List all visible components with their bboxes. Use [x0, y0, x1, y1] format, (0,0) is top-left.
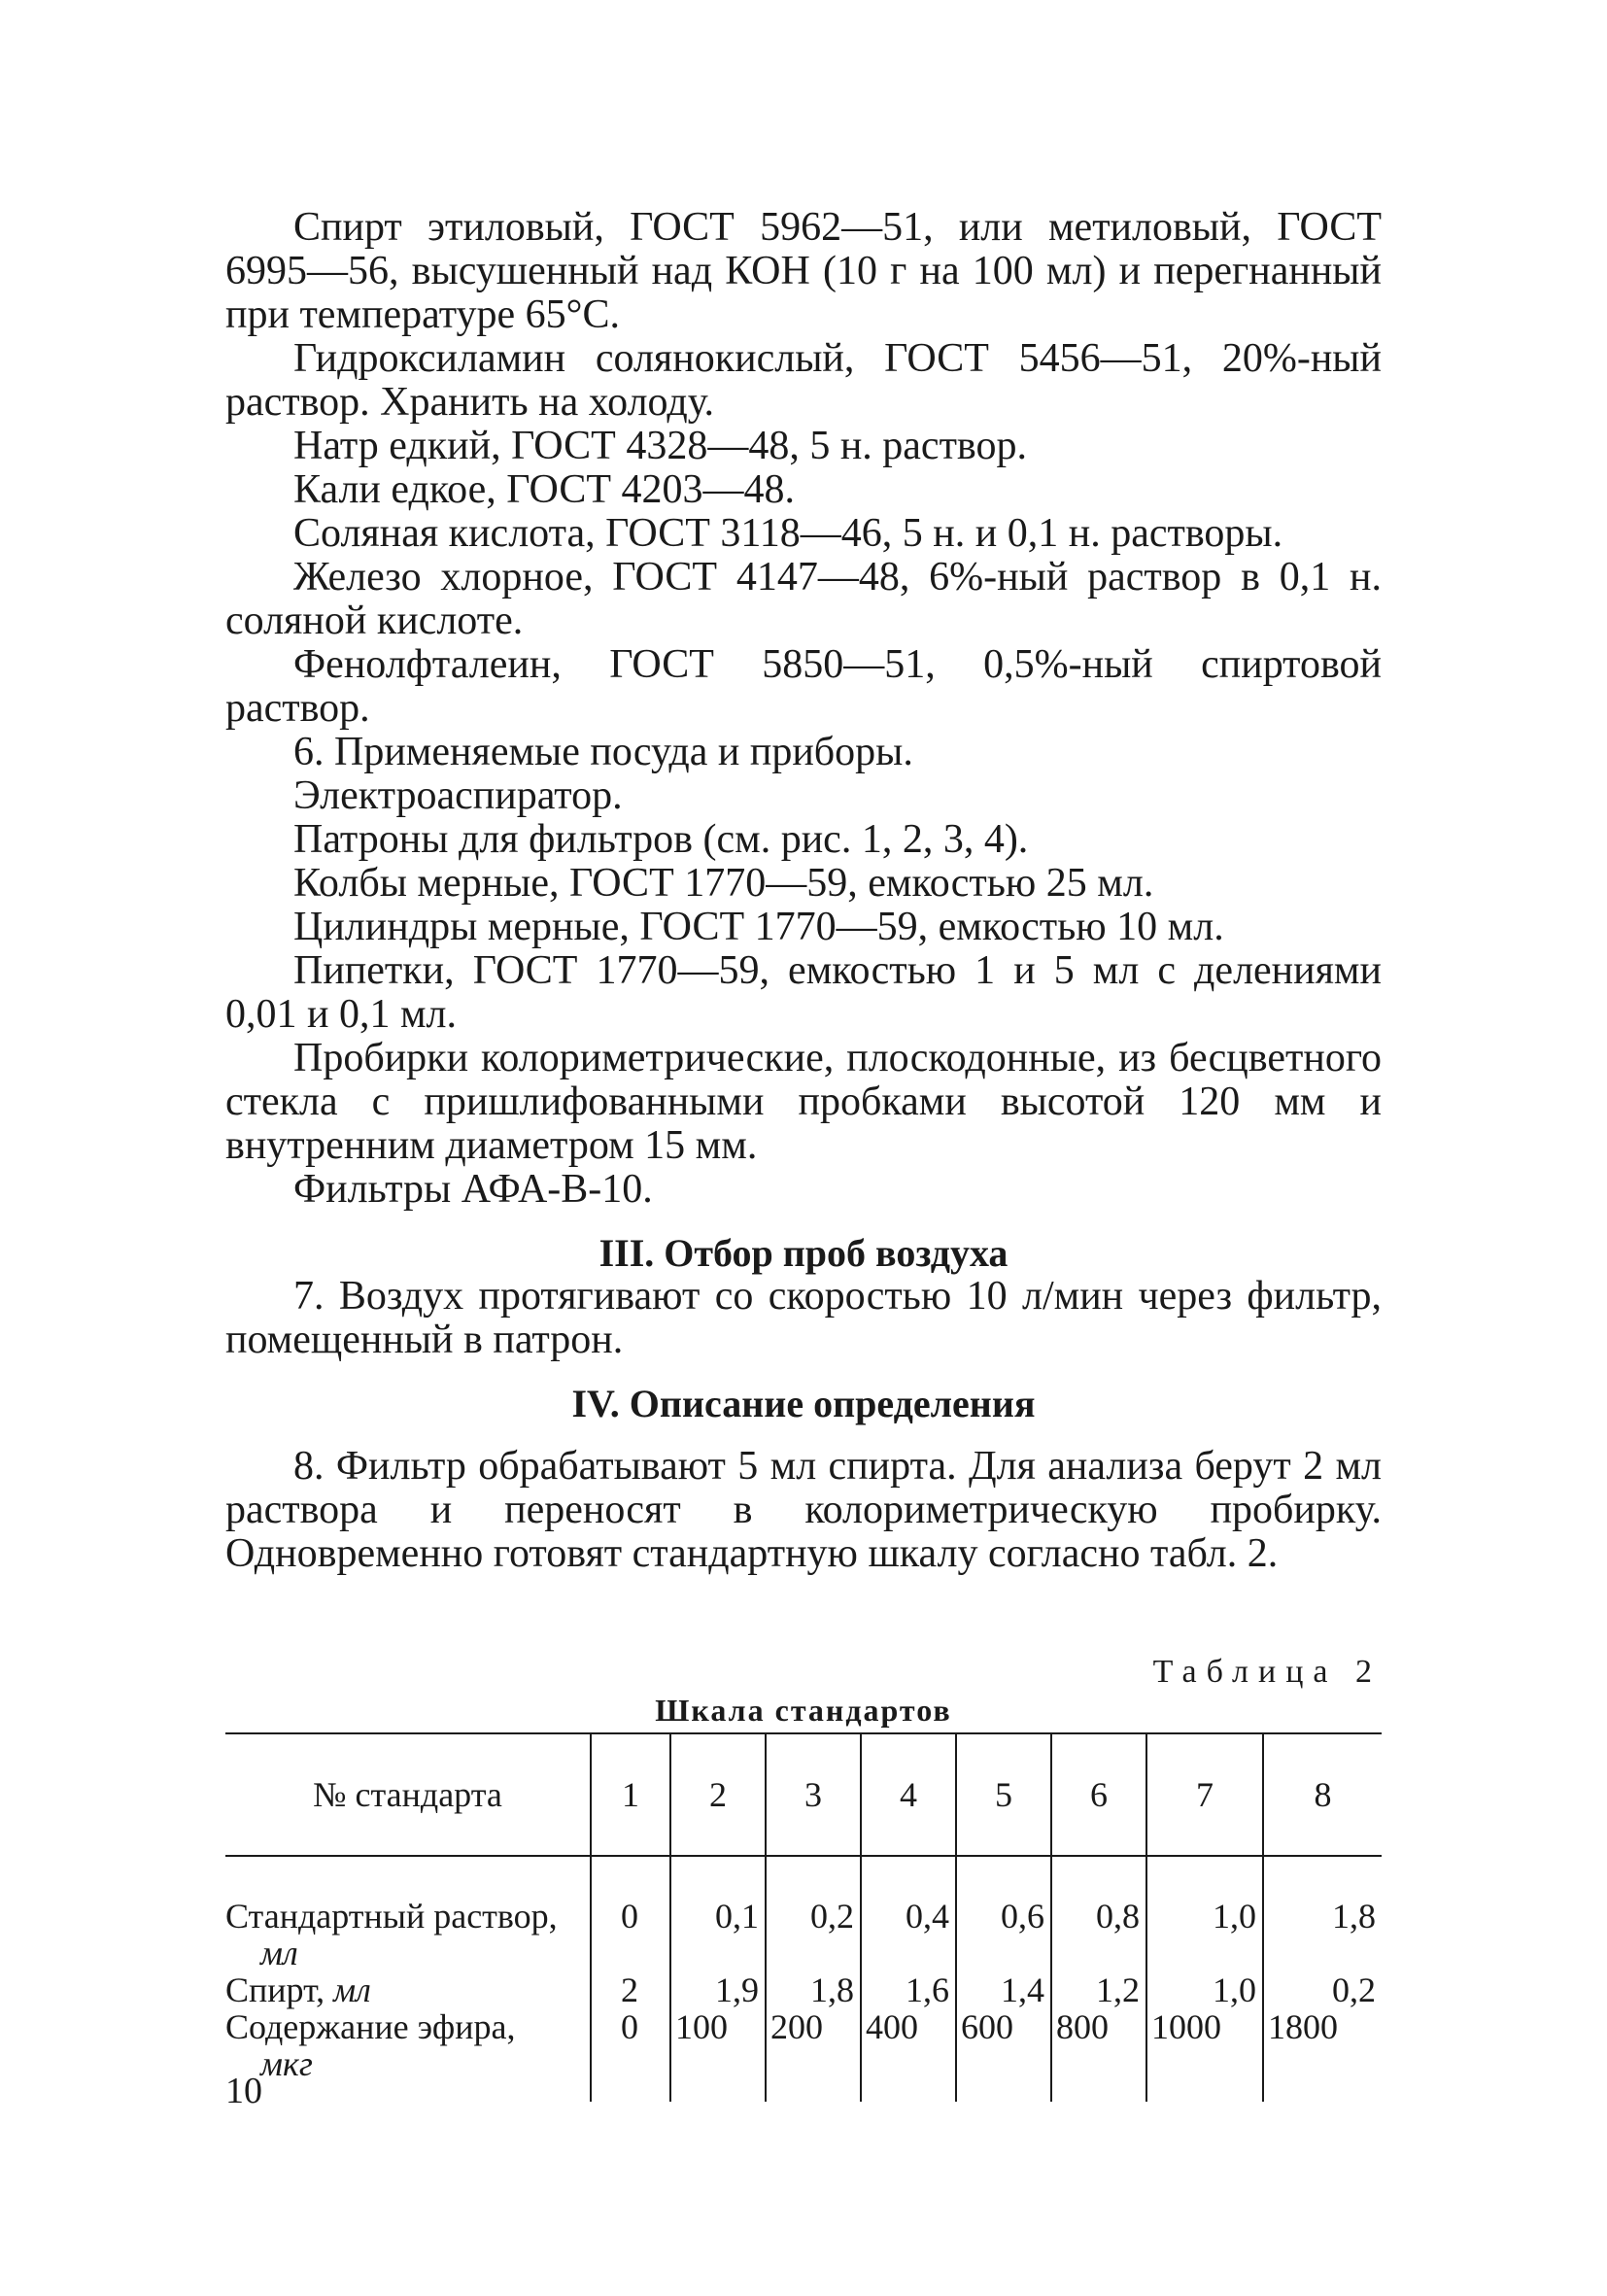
table-cell: 0,6: [956, 1856, 1051, 1971]
table-cell: 0,4: [861, 1856, 956, 1971]
table-title: Шкала стандартов: [655, 1693, 952, 1728]
paragraph: Фенолфталеин, ГОСТ 5850—51, 0,5%-ный спиртовой раствор.: [225, 642, 1382, 731]
column-header: 8: [1263, 1733, 1382, 1856]
table-cell: 800: [1051, 2008, 1146, 2102]
table-cell: 0,1: [670, 1856, 766, 1971]
table-cell: 2: [591, 1971, 670, 2008]
standards-table: [225, 1732, 1382, 2102]
paragraph: Спирт этиловый, ГОСТ 5962—51, или метиловый, ГОСТ 6995—56, высушенный над КОН (10 г на 100 мл) и перегнанный при температуре 65°С.: [225, 205, 1382, 337]
table-cell: 1,6: [861, 1971, 956, 2008]
paragraph: Колбы мерные, ГОСТ 1770—59, емкостью 25 мл.: [293, 861, 1154, 906]
paragraph: Цилиндры мерные, ГОСТ 1770—59, емкостью 10 мл.: [293, 905, 1224, 949]
table-cell: 100: [670, 2008, 766, 2102]
paragraph: Электроаспиратор.: [293, 773, 623, 818]
header-label: № стандарта: [225, 1733, 591, 1856]
table-cell: 0: [591, 2008, 670, 2102]
column-header: 4: [861, 1733, 956, 1856]
paragraph: 7. Воздух протягивают со скоростью 10 л/мин через фильтр, помещенный в патрон.: [225, 1274, 1382, 1362]
table-cell: 0,2: [1263, 1971, 1382, 2008]
table-cell: 400: [861, 2008, 956, 2102]
row-label: Содержание эфира, мкг: [225, 2007, 516, 2083]
column-header: 5: [956, 1733, 1051, 1856]
table-cell: 1,2: [1051, 1971, 1146, 2008]
paragraph: Натр едкий, ГОСТ 4328—48, 5 н. раствор.: [293, 424, 1027, 468]
paragraph: 8. Фильтр обрабатывают 5 мл спирта. Для анализа берут 2 мл раствора и переносят в колориметрическую пробирку. Одновременно готовят стандартную шкалу согласно табл. 2.: [225, 1444, 1382, 1576]
paragraph: Патроны для фильтров (см. рис. 1, 2, 3, 4).: [293, 817, 1029, 862]
table-cell: 1,0: [1146, 1856, 1263, 1971]
reagents-list: [225, 206, 1382, 1576]
paragraph: Гидроксиламин солянокислый, ГОСТ 5456—51, 20%-ный раствор. Хранить на холоду.: [225, 336, 1382, 425]
table-cell: 200: [766, 2008, 861, 2102]
table-cell: 0,8: [1051, 1856, 1146, 1971]
table-cell: 1,8: [1263, 1856, 1382, 1971]
table-cell: 1,4: [956, 1971, 1051, 2008]
table-cell: 0,2: [766, 1856, 861, 1971]
table-row: [225, 1971, 1382, 2008]
table-cell: 1000: [1146, 2008, 1263, 2102]
table-header-row: [225, 1733, 1382, 1856]
table-cell: 1800: [1263, 2008, 1382, 2102]
column-header: 1: [591, 1733, 670, 1856]
table-cell: 0: [591, 1856, 670, 1971]
section-heading-procedure: IV. Описание определения: [571, 1382, 1036, 1425]
table-cell: 1,9: [670, 1971, 766, 2008]
row-label: Стандартный раствор, мл: [225, 1897, 558, 1972]
paragraph: Пробирки колориметрические, плоскодонные, из бесцветного стекла с пришлифованными пробками высотой 120 мм и внутренним диаметром 15 мм.: [225, 1036, 1382, 1168]
paragraph: Соляная кислота, ГОСТ 3118—46, 5 н. и 0,1 н. растворы.: [293, 511, 1283, 556]
page-number: 10: [225, 2071, 262, 2111]
column-header: 7: [1146, 1733, 1263, 1856]
column-header: 2: [670, 1733, 766, 1856]
paragraph: Пипетки, ГОСТ 1770—59, емкостью 1 и 5 мл с делениями 0,01 и 0,1 мл.: [225, 948, 1382, 1037]
table-row: [225, 2008, 1382, 2102]
table-row: [225, 1856, 1382, 1971]
column-header: 3: [766, 1733, 861, 1856]
paragraph: 6. Применяемые посуда и приборы.: [293, 730, 913, 774]
table-cell: 1,0: [1146, 1971, 1263, 2008]
paragraph: Железо хлорное, ГОСТ 4147—48, 6%-ный раствор в 0,1 н. соляной кислоте.: [225, 555, 1382, 643]
table-cell: 1,8: [766, 1971, 861, 2008]
table-caption: Таблица 2: [1152, 1654, 1382, 1690]
section-heading-sampling: III. Отбор проб воздуха: [598, 1231, 1009, 1275]
column-header: 6: [1051, 1733, 1146, 1856]
paragraph: Фильтры АФА-В-10.: [293, 1167, 653, 1212]
row-label: Спирт, мл: [225, 1970, 371, 2009]
paragraph: Кали едкое, ГОСТ 4203—48.: [293, 467, 796, 512]
table-cell: 600: [956, 2008, 1051, 2102]
